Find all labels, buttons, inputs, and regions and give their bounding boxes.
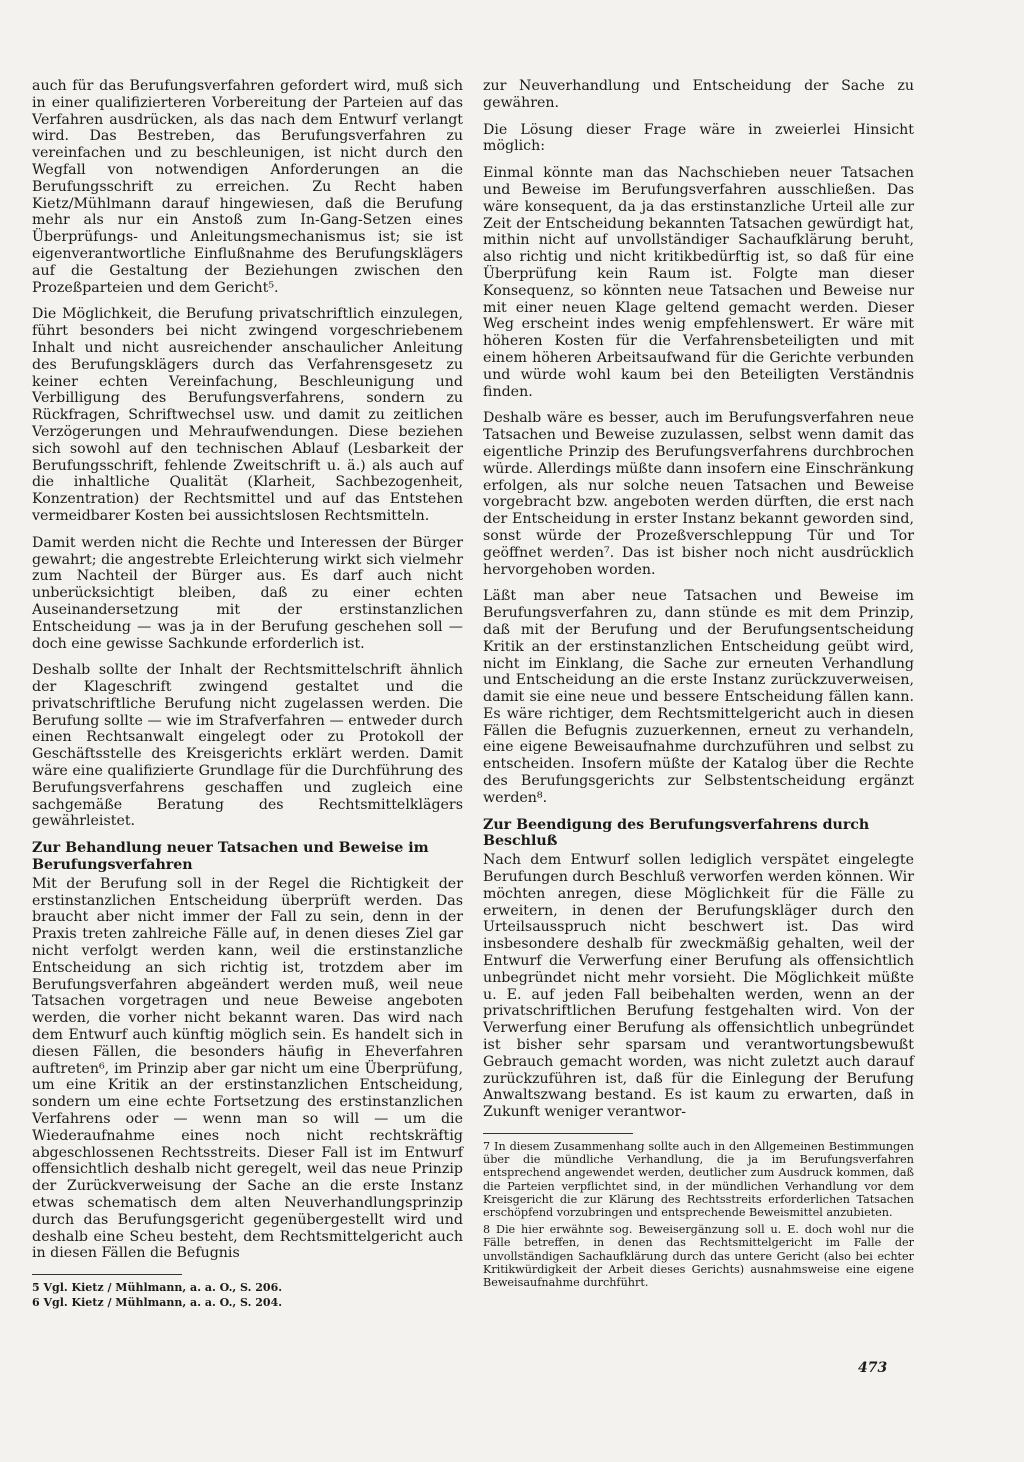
paragraph: Die Möglichkeit, die Berufung privatschriftlich einzulegen, führt besonders bei nicht zwingend vorgeschriebenem Inhalt und nicht ausreichender anschaulicher Anleitung des Berufungsklägers durch das Verfahrensgesetz zu keiner echten Vereinfachung, Beschleunigung und Verbilligung des Berufungsverfahrens, sondern zu Rückfragen, Schriftwechsel usw. und damit zu zeitlichen Verzögerungen und Mehraufwendungen. Diese beziehen sich sowohl auf den technischen Ablauf (Lesbarkeit der Berufungsschrift, fehlende Zweitschrift u. ä.) als auch auf die inhaltliche Qualität (Klarheit, Sachbezogenheit, Konzentration) der Rechtsmittel und auf das Entstehen vermeidbarer Kosten bei aussichtslosen Rechtsmitteln. <box>32 306 463 524</box>
footnote: 8 Die hier erwähnte sog. Beweisergänzung soll u. E. doch wohl nur die Fälle betreffen, in denen das Rechtsmittelgericht im Falle der unvollständigen Sachaufklärung durch das untere Gericht (also bei echter Kritikwürdigkeit der Arbeit dieses Gerichts) ausnahmsweise eine eigene Beweisaufnahme durchführt. <box>483 1223 914 1290</box>
paragraph: Läßt man aber neue Tatsachen und Beweise im Berufungsverfahren zu, dann stünde es mit dem Prinzip, daß mit der Berufung und der Berufungsentscheidung Kritik an der erstinstanzlichen Entscheidung geübt wird, nicht im Einklang, die Sache zur erneuten Verhandlung und Entscheidung an die erste Instanz zurückzuverweisen, damit sie eine neue und bessere Entscheidung fällen kann. Es wäre richtiger, dem Rechtsmittelgericht auch in diesen Fällen die Befugnis zuzuerkennen, erneut zu verhandeln, eine eigene Beweisaufnahme durchzuführen und selbst zu entscheiden. Insofern müßte der Katalog über die Rechte des Berufungsgerichts zur Selbstentscheidung ergänzt werden⁸. <box>483 588 914 806</box>
page-number: 473 <box>858 1360 888 1376</box>
left-column <box>32 78 463 1311</box>
right-column <box>483 78 914 1293</box>
paragraph: Die Lösung dieser Frage wäre in zweierlei Hinsicht möglich: <box>483 121 914 155</box>
section-heading: Zur Behandlung neuer Tatsachen und Beweise im Berufungsverfahren <box>32 840 429 874</box>
section-heading: Zur Beendigung des Berufungsverfahrens durch Beschluß <box>483 816 870 850</box>
paragraph: zur Neuverhandlung und Entscheidung der Sache zu gewähren. <box>483 78 914 111</box>
footnote-divider <box>32 1274 182 1275</box>
footnote: 6 Vgl. Kietz / Mühlmann, a. a. O., S. 204. <box>32 1296 283 1310</box>
paragraph: Deshalb sollte der Inhalt der Rechtsmittelschrift ähnlich der Klageschrift zwingend gestaltet und die privatschriftliche Berufung nicht zugelassen werden. Die Berufung sollte — wie im Strafverfahren — entweder durch einen Rechtsanwalt eingelegt oder zu Protokoll der Geschäftsstelle des Kreisgerichts erklärt werden. Damit wäre eine qualifizierte Grundlage für die Durchführung des Berufungsverfahrens geschaffen und zugleich eine sachgemäße Beratung des Rechtsmittelklägers gewährleistet. <box>32 662 463 830</box>
footnote: 7 In diesem Zusammenhang sollte auch in den Allgemeinen Bestimmungen über die mündliche Verhandlung, die ja im Berufungsverfahren entsprechend angewendet werden, deutlicher zum Ausdruck kommen, daß die Parteien verpflichtet sind, in der mündlichen Verhandlung vor dem Kreisgericht die zur Klärung des Rechtsstreits erforderlichen Tatsachen erschöpfend vorzubringen und entsprechende Beweismittel anzubieten. <box>483 1140 914 1220</box>
footnote: 5 Vgl. Kietz / Mühlmann, a. a. O., S. 206. <box>32 1281 283 1295</box>
paragraph: Deshalb wäre es besser, auch im Berufungsverfahren neue Tatsachen und Beweise zuzulassen, selbst wenn damit das eigentliche Prinzip des Berufungsverfahrens durchbrochen würde. Allerdings müßte dann insofern eine Einschränkung erfolgen, als nur solche neuen Tatsachen und Beweise vorgebracht bzw. angeboten werden dürften, die erst nach der Entscheidung in erster Instanz bekannt geworden sind, sonst würde der Prozeßverschleppung Tür und Tor geöffnet werden⁷. Das ist bisher noch nicht ausdrücklich hervorgehoben worden. <box>483 410 914 578</box>
paragraph: auch für das Berufungsverfahren gefordert wird, muß sich in einer qualifizierteren Vorbereitung der Parteien auf das Verfahren ausdrücken, als das nach dem Entwurf verlangt wird. Das Bestreben, das Berufungsverfahren zu vereinfachen und zu beschleunigen, ist nicht durch den Wegfall von notwendigen Anforderungen an die Berufungsschrift zu erreichen. Zu Recht haben Kietz/Mühlmann darauf hingewiesen, daß die Berufung mehr als nur ein Anstoß zum In-Gang-Setzen eines Überprüfungs- und Anleitungsmechanismus ist; sie ist eigenverantwortliche Einflußnahme des Berufungsklägers auf die Gestaltung der Beziehungen zwischen den Prozeßparteien und dem Gericht⁵. <box>32 78 463 296</box>
paragraph: Mit der Berufung soll in der Regel die Richtigkeit der erstinstanzlichen Entscheidung überprüft werden. Das braucht aber nicht immer der Fall zu sein, denn in der Praxis treten zahlreiche Fälle auf, in denen dieses Ziel gar nicht verfolgt werden kann, weil die erstinstanzliche Entscheidung an sich richtig ist, trotzdem aber im Berufungsverfahren abgeändert werden muß, weil neue Tatsachen vorgetragen und neue Beweise angeboten werden, die vorher nicht bekannt waren. Das wird nach dem Entwurf auch künftig möglich sein. Es handelt sich in diesen Fällen, die besonders häufig in Eheverfahren auftreten⁶, im Prinzip aber gar nicht um eine Überprüfung, um eine Kritik an der erstinstanzlichen Entscheidung, sondern um eine echte Fortsetzung des erstinstanzlichen Verfahrens oder — wenn man so will — um die Wiederaufnahme eines noch nicht rechtskräftig abgeschlossenen Rechtsstreits. Dieser Fall ist im Entwurf offensichtlich deshalb nicht geregelt, weil das neue Prinzip der Zurückverweisung der Sache an die erste Instanz etwas schematisch dem alten Neuverhandlungsprinzip durch das Berufungsgericht gegenübergestellt wird und deshalb eine Scheu besteht, dem Rechtsmittelgericht auch in diesen Fällen die Befugnis <box>32 875 463 1262</box>
paragraph: Damit werden nicht die Rechte und Interessen der Bürger gewahrt; die angestrebte Erleichterung wirkt sich vielmehr zum Nachteil der Bürger aus. Es darf auch nicht unberücksichtigt bleiben, daß zu einer echten Auseinandersetzung mit der erstinstanzlichen Entscheidung — was ja in der Berufung geschehen soll — doch eine gewisse Sachkunde erforderlich ist. <box>32 534 463 652</box>
paragraph: Einmal könnte man das Nachschieben neuer Tatsachen und Beweise im Berufungsverfahren ausschließen. Das wäre konsequent, da ja das erstinstanzliche Urteil alle zur Zeit der Entscheidung bekannten Tatsachen gewürdigt hat, mithin nicht auf unvollständiger Sachaufklärung beruht, also richtig und nicht kritikbedürftig ist, so daß für eine Überprüfung kein Raum ist. Folgte man dieser Konsequenz, so könnten neue Tatsachen und Beweise nur mit einer neuen Klage geltend gemacht werden. Dieser Weg erscheint indes wenig empfehlenswert. Er wäre mit höheren Kosten für die Verfahrensbeteiligten und mit einem höheren Arbeitsaufwand für die Gerichte verbunden und würde wohl kaum bei den Beteiligten Verständnis finden. <box>483 165 914 400</box>
paragraph: Nach dem Entwurf sollen lediglich verspätet eingelegte Berufungen durch Beschluß verworfen werden können. Wir möchten anregen, diese Möglichkeit für die Fälle zu erweitern, in denen der Berufungskläger durch den Urteilsausspruch nicht beschwert ist. Das wird insbesondere deshalb für zweckmäßig gehalten, weil der Entwurf die Verwerfung einer Berufung als offensichtlich unbegründet nicht mehr vorsieht. Die Möglichkeit müßte u. E. auf jeden Fall beibehalten werden, wenn an der privatschriftlichen Berufung festgehalten wird. Von der Verwerfung einer Berufung als offensichtlich unbegründet ist bisher sehr sparsam und verantwortungsbewußt Gebrauch gemacht worden, was nicht zuletzt auch darauf zurückzuführen ist, daß für die Einlegung der Berufung Anwaltszwang bestand. Es ist kaum zu erwarten, daß in Zukunft weniger verantwor- <box>483 852 914 1121</box>
footnote-divider <box>483 1133 633 1134</box>
